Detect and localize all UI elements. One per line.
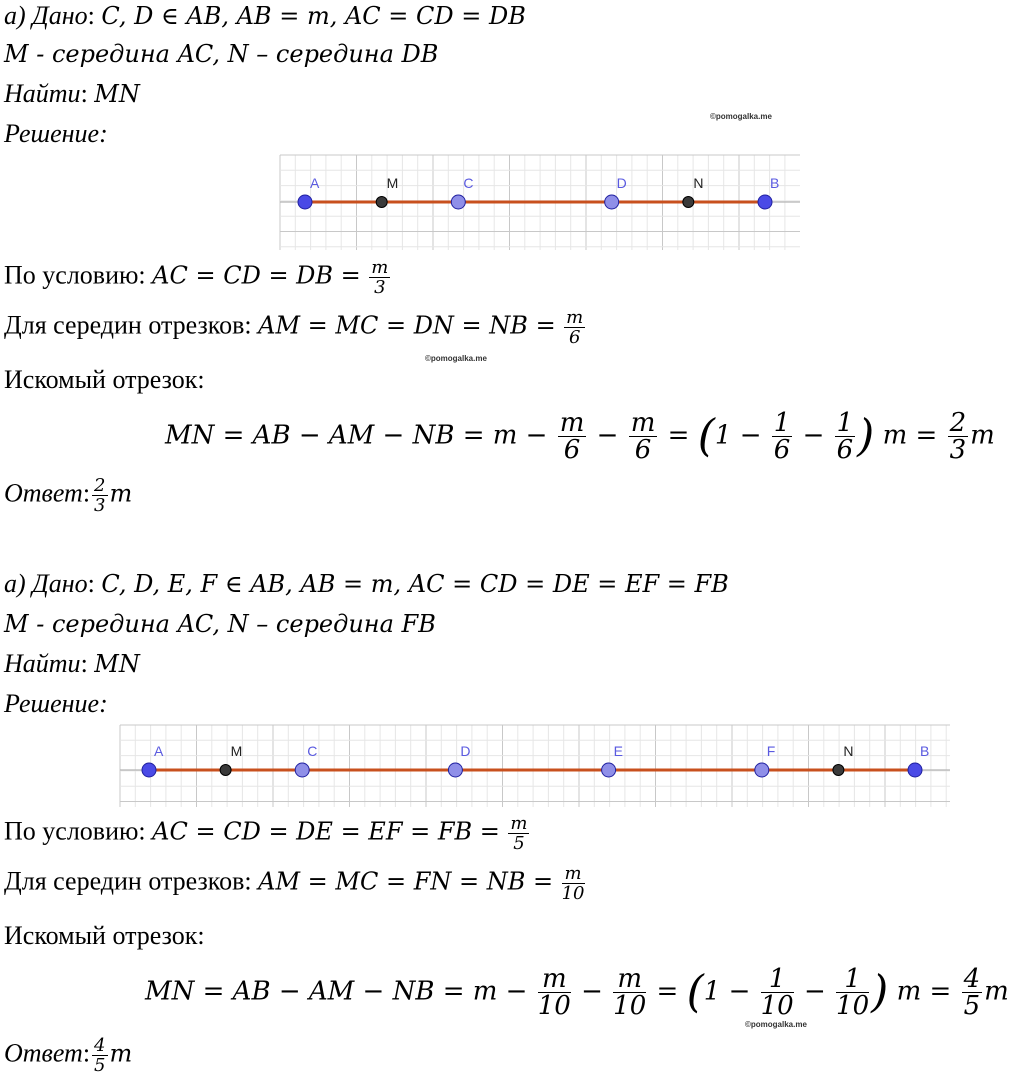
p1-najti-label: Найти: [4, 79, 81, 108]
p2-solution-heading: Решение:: [4, 689, 108, 718]
p1-label-m: M: [386, 175, 399, 191]
p2-point-c: [295, 763, 309, 777]
p2-point-m: [220, 765, 231, 776]
p2-frac-2: $\frac{m}{10}$: [613, 964, 647, 1021]
p1-condition-line: [4, 258, 392, 297]
p2-cond-fraction: $\frac{m}{5}$: [510, 813, 528, 854]
p2-label-f: F: [766, 743, 776, 759]
p2-point-a: [142, 763, 156, 777]
p1-cond-label: По условию:: [4, 260, 146, 290]
p1-point-a: [298, 195, 312, 209]
p2-seg-label: Искомый отрезок:: [4, 921, 205, 950]
p1-calculation: MN = AB − AM − NB = m − $\frac{m}{6}$ − $\frac{m}{6}$ = (1 − $\frac{1}{6}$ − $\frac{1}{6}$ ) m = $\frac{2}{3}$ m: [165, 408, 995, 465]
p1-label-d: D: [616, 175, 627, 191]
p1-point-b: [758, 195, 772, 209]
p1-find: MN: [94, 80, 140, 108]
p1-point-c: [451, 195, 465, 209]
p1-midpoints: M - середина AC, N – середина DB: [4, 40, 439, 68]
p1-find-line: Найти: MN: [4, 79, 140, 108]
p1-label-b: B: [770, 175, 780, 191]
p2-cond-label: По условию:: [4, 816, 146, 846]
p1-mid-label: Для середин отрезков:: [4, 310, 252, 340]
p2-calculation: MN = AB − AM − NB = m − $\frac{m}{10}$ − $\frac{m}{10}$ = (1 − $\frac{1}{10}$ − $\frac{1}{10}$ ) m = $\frac{4}{5}$ m: [145, 964, 1009, 1021]
p1-frac-1: $\frac{m}{6}$: [559, 408, 585, 465]
p2-label-d: D: [460, 743, 471, 759]
p2-frac-result: $\frac{4}{5}$: [963, 964, 981, 1021]
p1-given-line: а) Дано: C, D ∈ AB, AB = m, AC = CD = DB: [4, 1, 526, 30]
p2-find-line: Найти: MN: [4, 649, 140, 678]
p1-mid-fraction: $\frac{m}{6}$: [566, 307, 584, 348]
p1-answer-line: Ответ: $\frac{2}{3}$ m: [4, 475, 133, 516]
p2-label-n: N: [843, 743, 854, 759]
p2-midpoints: M - середина AC, N – середина FB: [4, 610, 436, 638]
p2-mid-fraction: $\frac{m}{10}$: [561, 863, 585, 904]
p2-segment-figure: [120, 725, 950, 807]
p1-dano-label: а) Дано: [4, 1, 88, 30]
p2-point-d: [448, 763, 462, 777]
p1-cond-expr: AC = CD = DB =: [152, 261, 361, 290]
p2-reshenie-label: Решение: [4, 689, 100, 718]
p1-mid-expr: AM = MC = DN = NB =: [258, 311, 556, 340]
p2-find: MN: [94, 650, 140, 678]
p2-answer-line: Ответ: $\frac{4}{5}$ m: [4, 1035, 133, 1076]
p2-point-n: [833, 765, 844, 776]
p1-frac-2: $\frac{m}{6}$: [630, 408, 656, 465]
p2-label-c: C: [307, 743, 318, 759]
p2-label-b: B: [920, 743, 930, 759]
watermark-3: ©pomogalka.me: [745, 1020, 807, 1029]
p1-seg-label: Искомый отрезок:: [4, 365, 205, 394]
p2-given: C, D, E, F ∈ AB, AB = m, AC = CD = DE = EF = FB: [101, 570, 729, 598]
p2-najti-label: Найти: [4, 649, 81, 678]
p2-label-a: A: [154, 743, 164, 759]
p2-cond-expr: AC = CD = DE = EF = FB =: [152, 817, 500, 846]
p1-point-d: [605, 195, 619, 209]
p2-answer-fraction: $\frac{4}{5}$: [94, 1035, 106, 1076]
p2-mid-expr: AM = MC = FN = NB =: [258, 867, 554, 896]
p1-point-m: [376, 197, 387, 208]
p2-label-m: M: [230, 743, 243, 759]
p1-midseg-line: [4, 308, 587, 347]
p2-answer-label: Ответ: [4, 1038, 83, 1068]
p1-solution-heading: Решение:: [4, 119, 108, 148]
p1-frac-3: $\frac{1}{6}$: [773, 408, 791, 465]
p1-answer-fraction: $\frac{2}{3}$: [94, 475, 106, 516]
p2-given-line: а) Дано: C, D, E, F ∈ AB, AB = m, AC = CD = DE = EF = FB: [4, 569, 729, 598]
p2-mid-label: Для середин отрезков:: [4, 866, 252, 896]
p2-point-f: [755, 763, 769, 777]
p2-condition-line: [4, 814, 531, 853]
watermark: ©pomogalka.me: [710, 112, 772, 121]
p2-frac-1: $\frac{m}{10}$: [537, 964, 571, 1021]
p2-point-e: [602, 763, 616, 777]
p1-label-c: C: [463, 175, 474, 191]
p1-label-n: N: [693, 175, 704, 191]
p2-dano-label: а) Дано: [4, 569, 88, 598]
p1-label-a: A: [310, 175, 320, 191]
p1-reshenie-label: Решение: [4, 119, 100, 148]
p2-frac-4: $\frac{1}{10}$: [836, 964, 870, 1021]
p1-point-n: [683, 197, 694, 208]
p1-frac-4: $\frac{1}{6}$: [836, 408, 854, 465]
p2-frac-3: $\frac{1}{10}$: [760, 964, 794, 1021]
p1-frac-result: $\frac{2}{3}$: [949, 408, 967, 465]
p2-midseg-line: [4, 864, 587, 903]
p1-segment-figure: [280, 155, 800, 250]
watermark-2: ©pomogalka.me: [425, 354, 487, 363]
p2-label-e: E: [613, 743, 623, 759]
p1-answer-label: Ответ: [4, 478, 83, 508]
p1-cond-fraction: $\frac{m}{3}$: [371, 257, 389, 298]
p1-given: C, D ∈ AB, AB = m, AC = CD = DB: [101, 2, 526, 30]
p2-point-b: [908, 763, 922, 777]
